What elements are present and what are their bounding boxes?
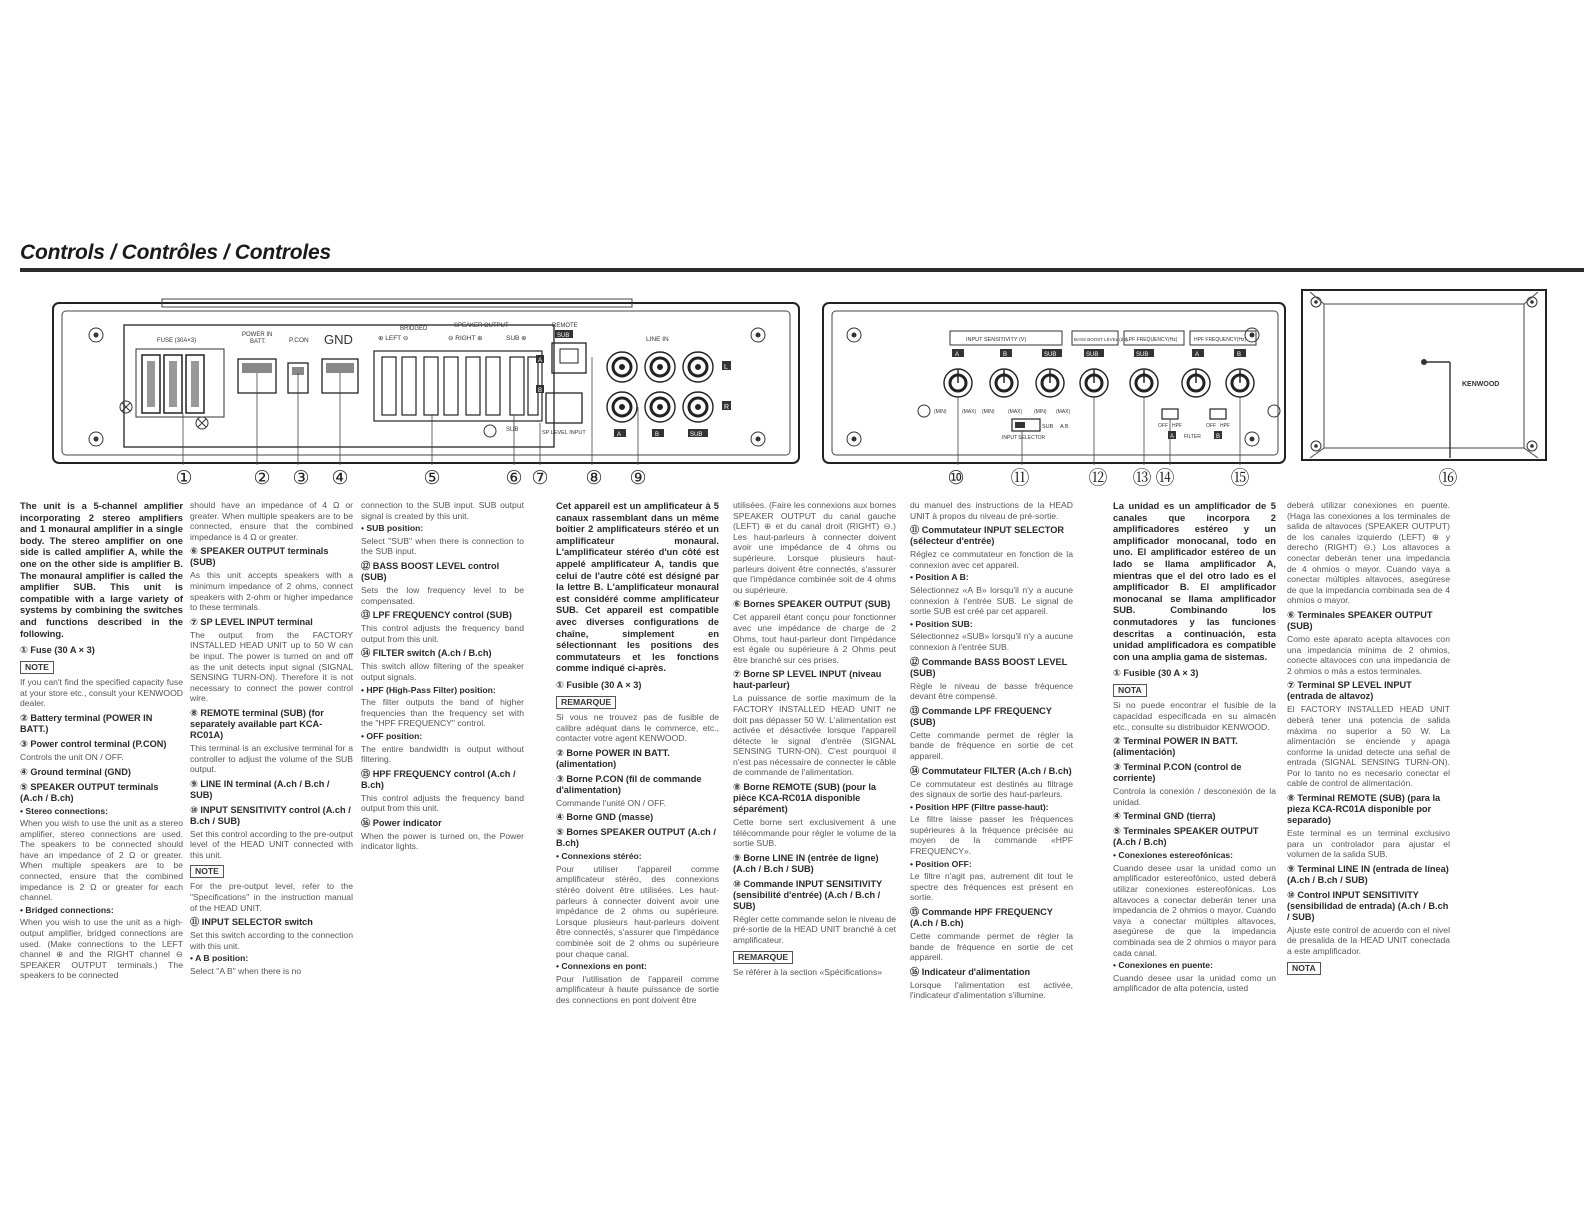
- sub-mark: SUB: [506, 427, 519, 433]
- remote-sub-label: SUB: [557, 333, 570, 339]
- callout-13: ⑬: [1132, 467, 1152, 489]
- line-in-sub: SUB: [690, 432, 703, 438]
- max-label-3: (MAX): [1056, 409, 1071, 415]
- paragraph: Ajuste este control de acuerdo con el nivel de presalida de la HEAD UNIT conectada a este amplificador.: [1287, 924, 1450, 957]
- paragraph: La puissance de sortie maximum de la FACTORY INSTALLED HEAD UNIT ne doit pas dépasser 50 W. L'alimentation est activée et désactivée lorsque l'appareil détecte le signal d'entrée (SIGNAL SENSING TURN-ON). C'est pourquoi il n'est pas nécessaire de connecter le câble de commande de l'alimentation.: [733, 693, 896, 778]
- heading: ③ Terminal P.CON (control de corriente): [1113, 762, 1242, 784]
- filter-ch-a: A: [1170, 434, 1175, 440]
- filter-label: FILTER: [1184, 434, 1201, 440]
- heading: ① Fusible (30 A × 3): [556, 679, 642, 690]
- paragraph: The filter outputs the band of higher frequencies than the frequency set with the "HPF FREQUENCY" control.: [361, 697, 524, 729]
- paragraph: Ce commutateur est destinés au filtrage des signaux de sortie des haut-parleurs.: [910, 778, 1073, 800]
- heading-fuse: ① Fuse (30 A × 3): [20, 645, 95, 656]
- intro-paragraph: The unit is a 5-channel amplifier incorporating 2 stereo amplifiers and 1 monaural amplifier in a single body. The stereo amplifier on one side is called amplifier A, while the one on the other side is amplifier B. The monaural amplifier is called the amplifier SUB. This unit is compatible with a large variety of systems by combining the switches and functions described in the following.: [20, 500, 183, 639]
- column-french-2: [733, 500, 896, 979]
- filter-off-a: OFF: [1158, 423, 1168, 429]
- heading-pcon: ③ Power control terminal (P.CON): [20, 738, 167, 749]
- hpf-ch-a: A: [1195, 352, 1200, 358]
- callout-15: ⑮: [1230, 467, 1250, 489]
- column-english-3: [361, 500, 524, 854]
- note-box: NOTE: [190, 865, 224, 878]
- paragraph: Le filtre n'agit pas, autrement dit tout le spectre des fréquences est présent en sortie.: [910, 871, 1073, 903]
- subheading: • Position HPF (Filtre passe-haut):: [910, 801, 1049, 812]
- paragraph: Cuando desee usar la unidad como un amplificador de alta potencia, usted: [1113, 972, 1276, 994]
- paragraph: Si no puede encontrar el fusible de la capacidad especificada en su almacén etc., consulte su distribuidor KENWOOD.: [1113, 700, 1276, 732]
- callout-5: ⑤: [423, 467, 441, 489]
- subheading: • SUB position:: [361, 523, 424, 534]
- heading: ⑨ Terminal LINE IN (entrada de línea) (A.ch / B.ch / SUB): [1287, 863, 1449, 885]
- paragraph: utilisées. (Faire les connexions aux bornes SPEAKER OUTPUT du canal gauche (LEFT) ⊕ et du canal droit (RIGHT) ⊖.) Les haut-parleurs à connecter doivent avoir une impédance de 4 ohms ou supérieure. Lorsque plusieurs haut-parleurs doivent être connectés, s'assurer que l'impédance combinée soit de 4 ohms ou supérieure.: [733, 500, 896, 595]
- column-english-1: [20, 500, 183, 983]
- heading: ③ Borne P.CON (fil de commande d'alimentation): [556, 773, 702, 795]
- callout-3: ③: [292, 467, 310, 489]
- sens-ch-b: B: [1003, 352, 1008, 358]
- subheading: • Position A B:: [910, 572, 969, 583]
- speaker-output-label: SPEAKER OUTPUT: [454, 323, 509, 329]
- paragraph: When the power is turned on, the Power indicator lights.: [361, 830, 524, 852]
- heading: ④ Borne GND (masse): [556, 812, 654, 823]
- heading: ⑫ Commande BASS BOOST LEVEL (SUB): [910, 656, 1068, 678]
- heading: ⑦ Terminal SP LEVEL INPUT (entrada de altavoz): [1287, 680, 1412, 702]
- left-label: ⊕ LEFT ⊖: [378, 335, 409, 342]
- callout-9: ⑨: [629, 467, 647, 489]
- heading: ⑮ Commande HPF FREQUENCY (A.ch / B.ch): [910, 907, 1053, 929]
- paragraph: du manuel des instructions de la HEAD UNIT à propos du niveau de pré-sortie.: [910, 500, 1073, 521]
- paragraph: Como este aparato acepta altavoces con una impedancia mínima de 2 ohmios, conecte altavoces con una impedancia de 2 ohmios o más a estos terminales.: [1287, 633, 1450, 676]
- min-label-1: (MIN): [934, 409, 947, 415]
- callout-14: ⑭: [1155, 467, 1175, 489]
- heading: ⑫ BASS BOOST LEVEL control (SUB): [361, 560, 500, 582]
- sub-out-label: SUB ⊕: [506, 335, 527, 342]
- paragraph: The output from the FACTORY INSTALLED HEAD UNIT up to 50 W can be input. The power is turned on and off as the unit detects input signal (SIGNAL SENSING TURN-ON). Therefore it is not necessary to connect the power control wire.: [190, 629, 353, 704]
- heading: ⑥ Terminales SPEAKER OUTPUT (SUB): [1287, 609, 1433, 631]
- column-french-3: [910, 500, 1073, 1003]
- column-spanish-1: [1113, 500, 1276, 996]
- subheading: • Bridged connections:: [20, 904, 114, 915]
- heading: ⑧ Terminal REMOTE (SUB) (para la pieza KCA-RC01A disponible por separado): [1287, 793, 1441, 826]
- bass-boost-label: BASS BOOST LEVEL (dB): [1074, 337, 1128, 342]
- paragraph: Cette commande permet de régler la bande de fréquence en sortie de cet appareil.: [910, 931, 1073, 963]
- remote-ch-b: B: [538, 388, 543, 394]
- paragraph: Este terminal es un terminal exclusivo para un controlador para ajustar el volumen de la salida SUB.: [1287, 828, 1450, 860]
- heading: ⑥ SPEAKER OUTPUT terminals (SUB): [190, 546, 329, 568]
- paragraph: Select "A B" when there is no: [190, 966, 302, 977]
- heading: ⑥ Bornes SPEAKER OUTPUT (SUB): [733, 599, 891, 610]
- paragraph: deberá utilizar conexiones en puente. (Haga las conexiones a los terminales de salida de altavoces (SPEAKER OUTPUT) de los canales izquierdo (LEFT) ⊕ y derecho (RIGHT) ⊖.) Los altavoces a conectar deberán tener una impedancia de 4 ohmios o mayor. Cuando vaya a conectar múltiples altavoces, asegúrese de que la impedancia combinada sea de 4 ohmios o mayor.: [1287, 500, 1450, 606]
- brand-logo-text: KENWOOD: [1462, 381, 1500, 388]
- remote-ch-a: A: [538, 358, 543, 364]
- callout-8: ⑧: [585, 467, 603, 489]
- paragraph: should have an impedance of 4 Ω or greater. When multiple speakers are to be connected, ensure that the combined impedance is 4 Ω or greater.: [190, 500, 353, 542]
- heading: ⑩ Commande INPUT SENSITIVITY (sensibilité d'entrée) (A.ch / B.ch / SUB): [733, 878, 883, 911]
- paragraph: For the pre-output level, refer to the "Specifications" in the instruction manual of the HEAD UNIT.: [190, 881, 353, 913]
- note-box: NOTA: [1287, 962, 1321, 975]
- subheading: • Conexiones estereofónicas:: [1113, 850, 1234, 861]
- min-label-2: (MIN): [982, 409, 995, 415]
- line-in-r: R: [724, 404, 730, 411]
- fuse-label: FUSE (30A×3): [157, 338, 197, 344]
- paragraph: Select "SUB" when there is connection to the SUB input.: [361, 535, 524, 557]
- right-label: ⊖ RIGHT ⊕: [448, 335, 483, 342]
- line-in-a: A: [617, 432, 622, 438]
- heading: ⑭ FILTER switch (A.ch / B.ch): [361, 648, 492, 659]
- subheading: • Position OFF:: [910, 858, 972, 869]
- max-label-1: (MAX): [962, 409, 977, 415]
- sens-ch-a: A: [955, 352, 960, 358]
- heading: ⑬ LPF FREQUENCY control (SUB): [361, 610, 512, 621]
- sens-ch-sub: SUB: [1044, 352, 1057, 358]
- paragraph: Set this switch according to the connection with this unit.: [190, 930, 353, 951]
- heading-gnd: ④ Ground terminal (GND): [20, 766, 131, 777]
- filter-ch-b: B: [1216, 434, 1221, 440]
- paragraph: Commande l'unité ON / OFF.: [556, 797, 667, 808]
- paragraph: El FACTORY INSTALLED HEAD UNIT deberá tener una potencia de salida máxima no superior a 50 W. La alimentación se enciende y apaga conforme la unidad detecte una señal de entrada (SIGNAL SENSING TURN-ON). Por lo tanto no es necesario conectar el cable de control de alimentación.: [1287, 704, 1450, 789]
- heading: ⑪ INPUT SELECTOR switch: [190, 917, 313, 928]
- paragraph: Controls the unit ON / OFF.: [20, 751, 124, 762]
- paragraph: connection to the SUB input. SUB output signal is created by this unit.: [361, 500, 524, 521]
- paragraph: Régler cette commande selon le niveau de pré-sortie de la HEAD UNIT branché à cet amplificateur.: [733, 913, 896, 946]
- input-sensitivity-label: INPUT SENSITIVITY (V): [966, 337, 1027, 343]
- remote-label: REMOTE: [552, 323, 578, 329]
- hpf-ch-b: B: [1237, 352, 1242, 358]
- paragraph: As this unit accepts speakers with a minimum impedance of 2 ohms, connect speakers with 2-ohm or higher impedance to these terminals.: [190, 570, 353, 613]
- paragraph: Règle le niveau de basse fréquence devant être compensé.: [910, 680, 1073, 702]
- min-label-3: (MIN): [1034, 409, 1047, 415]
- heading: ⑨ LINE IN terminal (A.ch / B.ch / SUB): [190, 778, 330, 800]
- power-in-label: POWER IN: [242, 332, 273, 338]
- paragraph: When you wish to use the unit as a high-output amplifier, bridged connections are used. (Make connections to the LEFT channel ⊕ and the RIGHT channel ⊖ SPEAKER OUTPUT terminals.) The speakers to be connected: [20, 917, 183, 981]
- filter-off-b: OFF: [1206, 423, 1216, 429]
- callout-16: ⑯: [1438, 467, 1458, 489]
- heading: ⑤ Bornes SPEAKER OUTPUT (A.ch / B.ch): [556, 827, 716, 849]
- paragraph: Cet appareil étant conçu pour fonctionner avec une impédance de charge de 2 Ohms, tout haut-parleur dont l'impédance est égale ou supérieure à 2 Ohms peut être branché sur ces prises.: [733, 612, 896, 665]
- pcon-label: P.CON: [289, 337, 309, 344]
- paragraph: Cette commande permet de régler la bande de fréquence en sortie de cet appareil.: [910, 729, 1073, 761]
- input-selector-sub: SUB: [1042, 424, 1054, 430]
- paragraph: This control adjusts the frequency band output from this unit.: [361, 623, 524, 644]
- subheading: • Connexions en pont:: [556, 961, 647, 972]
- subheading: • Stereo connections:: [20, 805, 109, 816]
- heading: ② Terminal POWER IN BATT. (alimentación): [1113, 736, 1238, 758]
- note-box: REMARQUE: [733, 951, 793, 964]
- heading: ⑦ SP LEVEL INPUT terminal: [190, 616, 313, 627]
- subheading: • OFF position:: [361, 730, 423, 741]
- paragraph: Set this control according to the pre-output level of the HEAD UNIT connected with this unit.: [190, 828, 353, 860]
- line-in-l: L: [724, 364, 728, 371]
- page-title: Controls / Contrôles / Controles: [20, 241, 331, 264]
- batt-label: BATT.: [250, 339, 266, 345]
- filter-hpf-b: HPF: [1220, 423, 1230, 429]
- input-selector-label: INPUT SELECTOR: [1002, 435, 1046, 441]
- lpf-label: LPF FREQUENCY(Hz): [1126, 337, 1178, 343]
- note-box: NOTA: [1113, 684, 1147, 697]
- paragraph: This terminal is an exclusive terminal for a controller to adjust the volume of the SUB output.: [190, 742, 353, 775]
- heading: ⑭ Commutateur FILTER (A.ch / B.ch): [910, 765, 1072, 776]
- heading: ⑧ Borne REMOTE (SUB) (pour la pièce KCA-RC01A disponible séparément): [733, 782, 877, 815]
- paragraph: The entire bandwidth is output without filtering.: [361, 743, 524, 765]
- callout-numbers: [0, 0, 1584, 500]
- heading: ⑨ Borne LINE IN (entrée de ligne) (A.ch / B.ch / SUB): [733, 852, 879, 874]
- paragraph: This control adjusts the frequency band output from this unit.: [361, 792, 524, 814]
- heading: ⑮ HPF FREQUENCY control (A.ch / B.ch): [361, 768, 516, 790]
- paragraph: Cuando desee usar la unidad como un amplificador estereofónico, usted deberá utilizar conexiones estereofónicas. Los altavoces a conectar deberán tener una impedancia de 2 ohmios o mayor. Cuando vaya a conectar múltiples altavoces, asegúrese de que la impedancia combinada sea de 2 ohmios o mayor para cada canal.: [1113, 862, 1276, 958]
- callout-12: ⑫: [1088, 467, 1108, 489]
- paragraph: When you wish to use the unit as a stereo amplifier, stereo connections are used. The speakers to be connected should have an impedance of 2 Ω or greater. When multiple speakers are to be connected, ensure that the combined impedance is 2 Ω or greater for each channel.: [20, 818, 183, 903]
- callout-10: ⑩: [947, 467, 965, 489]
- intro-paragraph: Cet appareil est un amplificateur à 5 canaux rassemblant dans un même boîtier 2 amplificateurs stéréo et un amplificateur monaural. L'amplificateur stéréo d'un côté est appelé amplificateur A, tandis que celui de l'autre côté est désigné par la lettre B. L'amplificateur monaural est considéré comme amplificateur SUB. Cet appareil est compatible avec diverses configurations de chaîne, simplement en sélectionnant les positions des commutateurs et les fonctions comme indiqué ci-après.: [556, 500, 719, 674]
- input-selector-ab: A B: [1060, 424, 1069, 430]
- heading: ⑪ Commutateur INPUT SELECTOR (sélecteur d'entrée): [910, 525, 1064, 547]
- column-spanish-2: [1287, 500, 1450, 978]
- column-french-1: [556, 500, 719, 1008]
- sp-level-input-label: SP LEVEL INPUT: [542, 430, 586, 436]
- paragraph: Lorsque l'alimentation est activée, l'indicateur d'alimentation s'illumine.: [910, 979, 1073, 1001]
- heading: ⑯ Indicateur d'alimentation: [910, 966, 1031, 977]
- subheading: • HPF (High-Pass Filter) position:: [361, 684, 496, 695]
- paragraph: Le filtre laisse passer les fréquences supérieures à la fréquence précisée au moyen de la commande «HPF FREQUENCY».: [910, 814, 1073, 857]
- line-in-label: LINE IN: [646, 336, 669, 343]
- bass-ch-sub: SUB: [1086, 352, 1099, 358]
- intro-paragraph: La unidad es un amplificador de 5 canales que incorpora 2 amplificadores estéreo y un amplificador monocanal, todo en uno. El amplificador estéreo de un lado se llama amplificador A, mientras que el del otro lado es el amplificador B. El amplificador monocanal se llama amplificador SUB. Combinando los conmutadores y las funciones descritas a continuación, esta unidad amplificadora es compatible con una amplia gama de sistemas.: [1113, 500, 1276, 662]
- hpf-label: HPF FREQUENCY(Hz): [1194, 337, 1247, 343]
- subheading: • A B position:: [190, 953, 249, 964]
- paragraph: Pour utiliser l'appareil comme amplificateur stéréo, des connexions stéréo doivent être utilisées. Les haut-parleurs à connecter doivent avoir une impédance de 2 ohms ou supérieure. Lorsque plusieurs haut-parleurs doivent être connectés, s'assurer que l'impédance combinée soit de 2 ohms ou supérieure pour chaque canal.: [556, 863, 719, 959]
- note-box: NOTE: [20, 661, 54, 674]
- callout-7: ⑦: [531, 467, 549, 489]
- heading-speaker-output: ⑤ SPEAKER OUTPUT terminals (A.ch / B.ch): [20, 781, 159, 803]
- paragraph: Si vous ne trouvez pas de fusible de calibre adéquat dans le commerce, etc., contacter votre agent KENWOOD.: [556, 711, 719, 744]
- paragraph: Réglez ce commutateur en fonction de la connexion avec cet appareil.: [910, 549, 1073, 570]
- callout-1: ①: [175, 467, 193, 489]
- callout-4: ④: [331, 467, 349, 489]
- paragraph: Se référer à la section «Spécifications»: [733, 966, 883, 977]
- heading: ① Fusible (30 A × 3): [1113, 668, 1199, 679]
- paragraph: If you can't find the specified capacity fuse at your store etc., consult your KENWOOD dealer.: [20, 677, 183, 709]
- note-box: REMARQUE: [556, 696, 616, 709]
- heading-battery: ② Battery terminal (POWER IN BATT.): [20, 712, 153, 734]
- paragraph: Sets the low frequency level to be compensated.: [361, 584, 524, 606]
- paragraph: This switch allow filtering of the speaker output signals.: [361, 661, 524, 682]
- subheading: • Position SUB:: [910, 618, 973, 629]
- paragraph: Sélectionnez «SUB» lorsqu'il n'y a aucune connexion à l'entrée SUB.: [910, 631, 1073, 652]
- paragraph: Sélectionnez «A B» lorsqu'il n'y a aucune connexion à l'entrée SUB. Le signal de sortie SUB est créé par cet appareil.: [910, 584, 1073, 617]
- gnd-label: GND: [324, 332, 353, 347]
- max-label-2: (MAX): [1008, 409, 1023, 415]
- column-english-2: [190, 500, 353, 979]
- heading: ⑦ Borne SP LEVEL INPUT (niveau haut-parleur): [733, 669, 882, 691]
- subheading: • Connexions stéréo:: [556, 851, 642, 862]
- callout-6: ⑥: [505, 467, 523, 489]
- heading: ⑩ INPUT SENSITIVITY control (A.ch / B.ch / SUB): [190, 804, 351, 826]
- heading: ② Borne POWER IN BATT. (alimentation): [556, 747, 670, 769]
- lpf-ch-sub: SUB: [1136, 352, 1149, 358]
- callout-2: ②: [253, 467, 271, 489]
- subheading: • Conexiones en puente:: [1113, 960, 1213, 971]
- heading: ④ Terminal GND (tierra): [1113, 811, 1216, 822]
- line-in-b: B: [655, 432, 660, 438]
- heading: ⑤ Terminales SPEAKER OUTPUT (A.ch / B.ch): [1113, 826, 1259, 848]
- heading: ⑯ Power indicator: [361, 817, 442, 828]
- heading: ⑬ Commande LPF FREQUENCY (SUB): [910, 705, 1052, 727]
- callout-11: ⑪: [1010, 467, 1030, 489]
- paragraph: Controla la conexión / desconexión de la unidad.: [1113, 786, 1276, 807]
- heading: ⑧ REMOTE terminal (SUB) (for separately available part KCA-RC01A): [190, 707, 324, 740]
- filter-hpf-a: HPF: [1172, 423, 1182, 429]
- paragraph: Pour l'utilisation de l'appareil comme amplificateur à haute puissance de sortie des connections en pont doivent être: [556, 973, 719, 1005]
- paragraph: Cette borne sert exclusivement à une télécommande pour régler le volume de la sortie SUB.: [733, 817, 896, 849]
- bridged-label: BRIDGED: [400, 326, 428, 332]
- heading: ⑩ Control INPUT SENSITIVITY (sensibilidad de entrada) (A.ch / B.ch / SUB): [1287, 889, 1449, 922]
